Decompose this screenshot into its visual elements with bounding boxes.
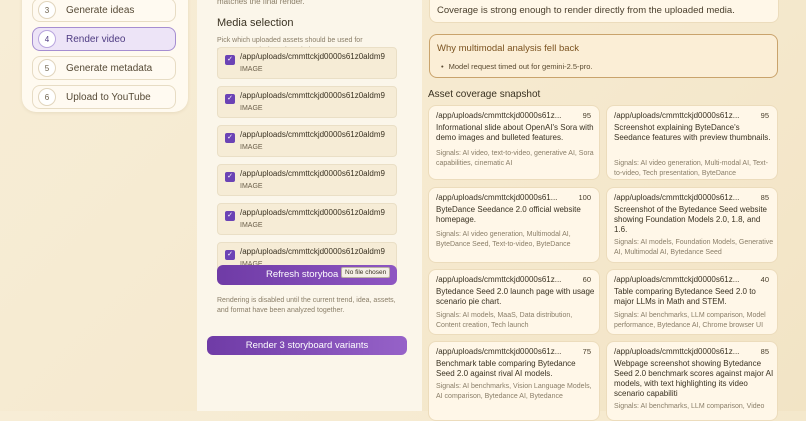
asset-path: /app/uploads/cmmttckjd0000s61z...: [614, 275, 740, 284]
step-generate-metadata[interactable]: [32, 56, 176, 80]
refresh-storyboard-label: Refresh storyboa: [266, 269, 339, 280]
media-item[interactable]: [217, 125, 397, 157]
media-item[interactable]: [217, 47, 397, 79]
asset-signals: Signals: AI video, text-to-video, generative AI, Sora capabilities, cinematic AI: [436, 150, 594, 167]
media-type: IMAGE: [240, 105, 263, 112]
fallback-reason: • Model request timed out for gemini-2.5-pro.: [441, 62, 592, 71]
asset-score: 75: [582, 347, 591, 356]
asset-path: /app/uploads/cmmttckjd0000s61z...: [436, 275, 562, 284]
checkbox-checked-icon[interactable]: ✓: [225, 133, 235, 143]
coverage-status: [429, 0, 779, 23]
media-path: /app/uploads/cmmttckjd0000s61z0aldm9: [240, 52, 385, 61]
media-path: /app/uploads/cmmttckjd0000s61z0aldm9: [240, 169, 385, 178]
step-number: 3: [38, 1, 56, 19]
fallback-title: Why multimodal analysis fell back: [437, 43, 580, 54]
asset-card: [606, 341, 778, 421]
media-path: /app/uploads/cmmttckjd0000s61z0aldm9: [240, 91, 385, 100]
checkbox-checked-icon[interactable]: ✓: [225, 55, 235, 65]
media-type: IMAGE: [240, 183, 263, 190]
media-path: /app/uploads/cmmttckjd0000s61z0aldm9: [240, 247, 385, 256]
asset-signals: Signals: AI models, Foundation Models, Generative AI, Multimodal AI, Bytedance Seed: [614, 239, 774, 256]
asset-signals: Signals: AI video generation, Multimodal AI, ByteDance Seed, Text-to-video, ByteDance: [436, 231, 571, 248]
asset-signals: Signals: AI benchmarks, Vision Language Models, AI comparison, Bytedance AI, Bytedance: [436, 383, 592, 400]
media-item[interactable]: [217, 203, 397, 235]
media-type: IMAGE: [240, 222, 263, 229]
asset-card: [428, 187, 600, 263]
asset-card: [606, 269, 778, 335]
step-label: Render video: [66, 33, 126, 45]
asset-card: [428, 341, 600, 421]
media-path: /app/uploads/cmmttckjd0000s61z0aldm9: [240, 208, 385, 217]
checkbox-checked-icon[interactable]: ✓: [225, 172, 235, 182]
render-settings-panel: [197, 0, 422, 411]
asset-path: /app/uploads/cmmttckjd0000s61z...: [614, 111, 740, 120]
media-type: IMAGE: [240, 144, 263, 151]
asset-signals: Signals: AI video generation, Multi-modal AI, Text-to-video, Tech presentation, ByteDance: [614, 160, 768, 177]
workflow-steps-panel: [22, 0, 188, 112]
asset-card: [428, 105, 600, 180]
step-generate-ideas[interactable]: [32, 0, 176, 22]
asset-signals: Signals: AI benchmarks, LLM comparison, Model performance, Bytedance AI, Chrome browser UI: [614, 312, 766, 329]
step-label: Generate ideas: [66, 4, 135, 16]
asset-score: 95: [582, 111, 591, 120]
render-variants-button[interactable]: Render 3 storyboard variants: [207, 336, 407, 355]
asset-card: [606, 105, 778, 180]
asset-description: Webpage screenshot showing Bytedance Seed 2.0 benchmark scores against major AI models, with text highlighting its video scenario capabiliti: [614, 359, 774, 398]
asset-signals: Signals: AI models, MaaS, Data distribution, Content creation, Tech launch: [436, 312, 573, 329]
asset-description: Table comparing Bytedance Seed 2.0 to major LLMs in Math and STEM.: [614, 287, 756, 306]
asset-score: 95: [760, 111, 769, 120]
asset-description: Bytedance Seed 2.0 launch page with usage scenario pie chart.: [436, 287, 595, 306]
fallback-notice: [429, 34, 778, 78]
asset-description: Benchmark table comparing Bytedance Seed 2.0 against rival AI models.: [436, 359, 576, 378]
asset-score: 85: [760, 193, 769, 202]
step-number: 4: [38, 30, 56, 48]
media-type: IMAGE: [240, 66, 263, 73]
asset-description: Screenshot explaining ByteDance's Seedance features with preview thumbnails.: [614, 123, 771, 142]
asset-score: 40: [760, 275, 769, 284]
format-note: matches the final render.: [217, 0, 305, 6]
step-label: Upload to YouTube: [66, 91, 151, 103]
asset-description: Informational slide about OpenAI's Sora with demo images and bulleted features.: [436, 123, 594, 142]
render-disabled-note: Rendering is disabled until the current trend, idea, assets, and format have been analyzed together.: [217, 297, 396, 314]
media-list[interactable]: [217, 52, 397, 258]
refresh-storyboard-button[interactable]: [217, 265, 397, 285]
asset-score: 100: [578, 193, 591, 202]
asset-score: 85: [760, 347, 769, 356]
asset-path: /app/uploads/cmmttckjd0000s61z...: [436, 347, 562, 356]
checkbox-checked-icon[interactable]: ✓: [225, 250, 235, 260]
asset-signals: Signals: AI benchmarks, LLM comparison, Video: [614, 403, 765, 410]
step-number: 5: [38, 59, 56, 77]
media-path: /app/uploads/cmmttckjd0000s61z0aldm9: [240, 130, 385, 139]
asset-path: /app/uploads/cmmttckjd0000s61z...: [614, 347, 740, 356]
media-item[interactable]: [217, 164, 397, 196]
asset-coverage-heading: Asset coverage snapshot: [428, 89, 541, 100]
media-item[interactable]: [217, 86, 397, 118]
asset-path: /app/uploads/cmmttckjd0000s61...: [436, 193, 558, 202]
asset-description: Screenshot of the Bytedance Seed website showing Foundation Models 2.0, 1.8, and 1.6.: [614, 205, 767, 234]
file-input-status[interactable]: No file chosen: [341, 267, 390, 278]
step-label: Generate metadata: [66, 62, 153, 74]
media-selection-heading: Media selection: [217, 17, 294, 29]
analysis-panel: [422, 0, 806, 411]
asset-score: 60: [582, 275, 591, 284]
step-render-video[interactable]: [32, 27, 176, 51]
asset-path: /app/uploads/cmmttckjd0000s61z...: [614, 193, 740, 202]
checkbox-checked-icon[interactable]: ✓: [225, 211, 235, 221]
asset-card: [606, 187, 778, 263]
step-upload-to-youtube[interactable]: [32, 85, 176, 109]
coverage-status-text: Coverage is strong enough to render directly from the uploaded media.: [437, 5, 735, 16]
media-selection-description: Pick which uploaded assets should be used for: [217, 37, 363, 44]
asset-card: [428, 269, 600, 335]
asset-path: /app/uploads/cmmttckjd0000s61z...: [436, 111, 562, 120]
asset-description: ByteDance Seedance 2.0 official website homepage.: [436, 205, 581, 224]
checkbox-checked-icon[interactable]: ✓: [225, 94, 235, 104]
step-number: 6: [38, 88, 56, 106]
